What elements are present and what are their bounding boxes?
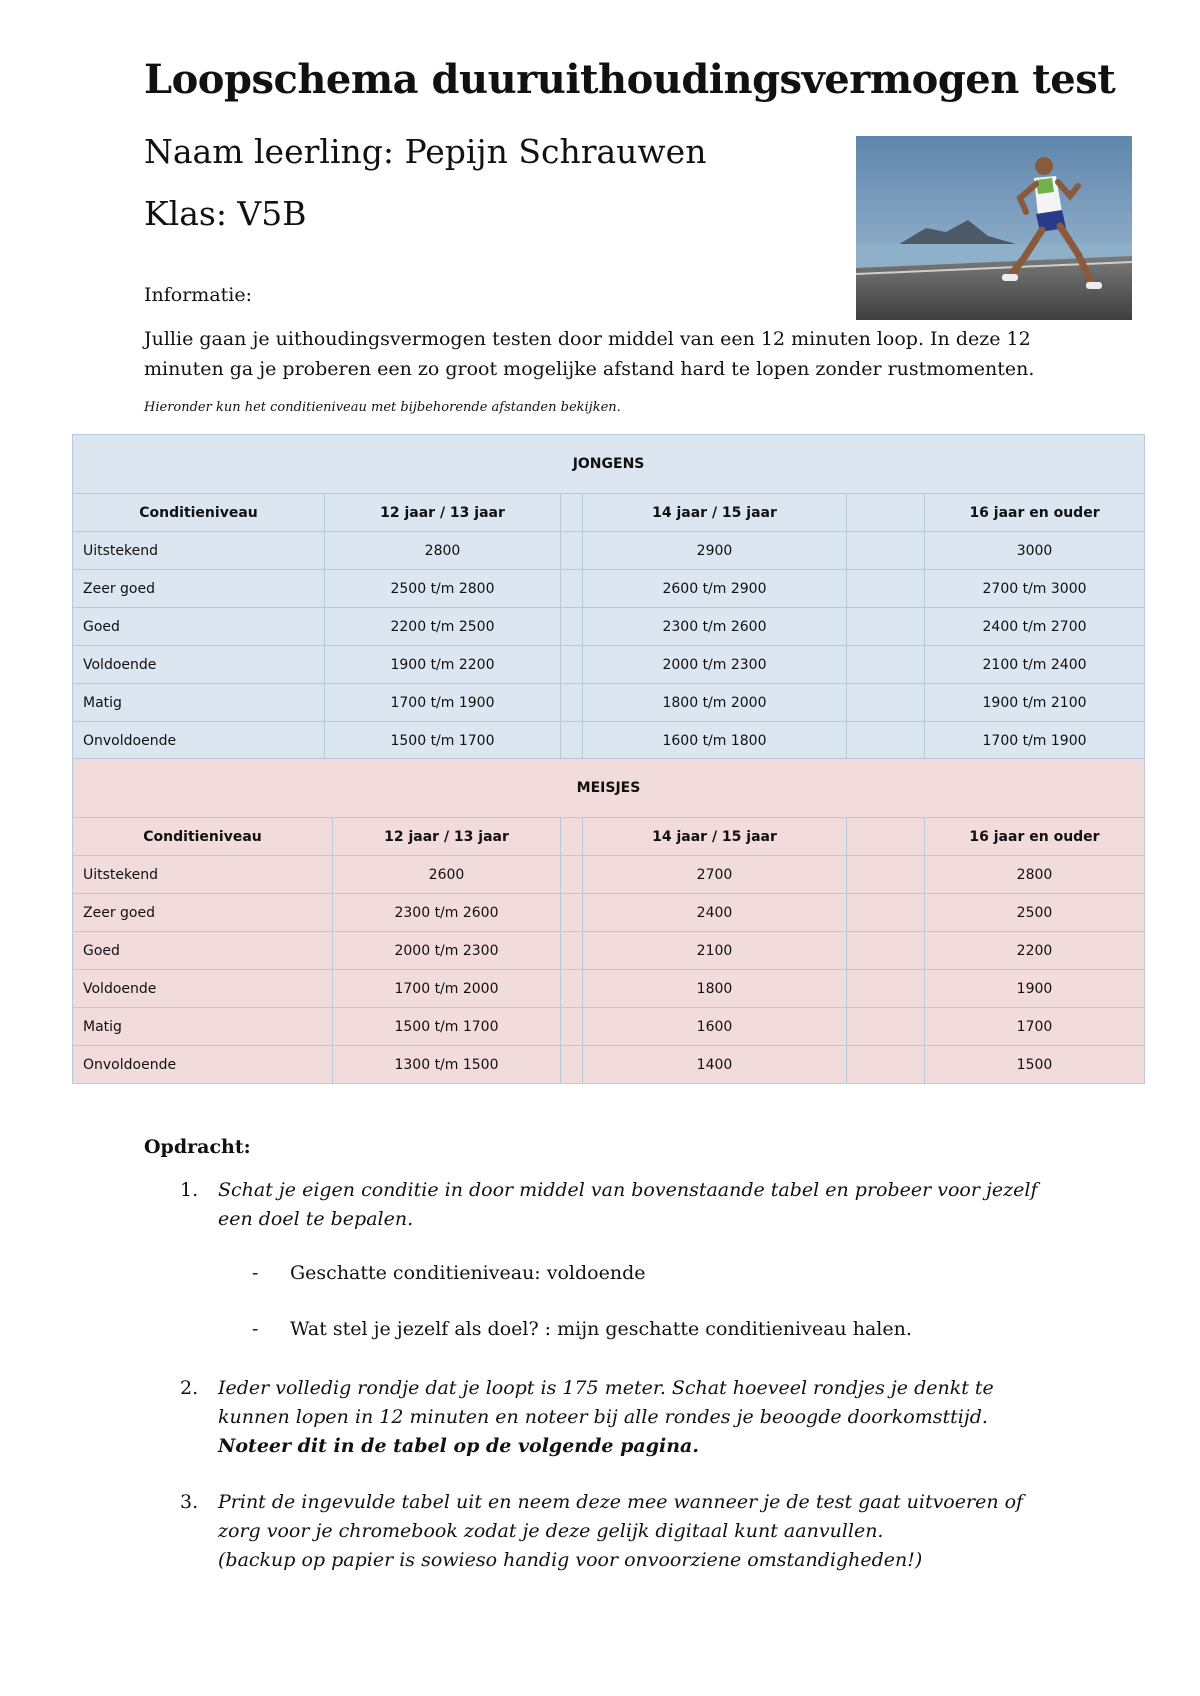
value-cell: 2400 t/m 2700 — [925, 608, 1145, 646]
spacer-cell — [561, 970, 583, 1008]
spacer-cell — [561, 932, 583, 970]
level-cell: Goed — [73, 608, 325, 646]
level-cell: Matig — [73, 684, 325, 722]
header-conditieniveau: Conditieniveau — [73, 818, 333, 856]
spacer-cell — [847, 684, 925, 722]
value-cell: 1700 t/m 1900 — [325, 684, 561, 722]
value-cell: 2200 — [925, 932, 1145, 970]
table-row — [73, 1008, 1145, 1046]
value-cell: 2300 t/m 2600 — [583, 608, 847, 646]
class-label: Klas: V5B — [144, 194, 307, 233]
spacer-cell — [847, 1008, 925, 1046]
spacer-cell — [847, 894, 925, 932]
header-age-12-13: 12 jaar / 13 jaar — [325, 494, 561, 532]
value-cell: 2700 — [583, 856, 847, 894]
boys-header-row — [73, 494, 1145, 532]
value-cell: 2100 t/m 2400 — [925, 646, 1145, 684]
value-cell: 1700 — [925, 1008, 1145, 1046]
spacer-cell — [561, 1008, 583, 1046]
value-cell: 1300 t/m 1500 — [333, 1046, 561, 1084]
student-name: Naam leerling: Pepijn Schrauwen — [144, 132, 707, 171]
table-row — [73, 1046, 1145, 1084]
level-cell: Voldoende — [73, 646, 325, 684]
girls-header-row — [73, 818, 1145, 856]
task-2-number: 2. — [180, 1377, 199, 1399]
spacer-cell — [847, 608, 925, 646]
spacer-cell — [561, 608, 583, 646]
spacer-cell — [847, 856, 925, 894]
table-row — [73, 932, 1145, 970]
task-2-text: Ieder volledig rondje dat je loopt is 175 meter. Schat hoeveel rondjes je denkt te kunnen lopen in 12 minuten en noteer bij alle rondes je beoogde doorkomsttijd. — [218, 1377, 994, 1428]
document-title: Loopschema duuruithoudingsvermogen test — [144, 56, 1116, 103]
value-cell: 2500 — [925, 894, 1145, 932]
table-row — [73, 684, 1145, 722]
table-row — [73, 570, 1145, 608]
value-cell: 1800 t/m 2000 — [583, 684, 847, 722]
table-row — [73, 608, 1145, 646]
spacer-cell — [847, 722, 925, 760]
value-cell: 1600 t/m 1800 — [583, 722, 847, 760]
girls-norms-table — [72, 758, 1145, 1084]
runner-illustration — [856, 136, 1132, 320]
spacer-cell — [847, 1046, 925, 1084]
value-cell: 2400 — [583, 894, 847, 932]
task-2 — [180, 1374, 1050, 1461]
value-cell: 2500 t/m 2800 — [325, 570, 561, 608]
assignment-title: Opdracht: — [144, 1136, 251, 1158]
value-cell: 1500 t/m 1700 — [325, 722, 561, 760]
bullet-goal — [252, 1318, 912, 1340]
bullet-estimated-level-text: Geschatte conditieniveau: voldoende — [290, 1262, 646, 1284]
spacer-cell — [847, 818, 925, 856]
value-cell: 2600 t/m 2900 — [583, 570, 847, 608]
spacer-cell — [847, 532, 925, 570]
task-1-number: 1. — [180, 1179, 199, 1201]
header-age-16-plus: 16 jaar en ouder — [925, 494, 1145, 532]
table-row — [73, 722, 1145, 760]
value-cell: 2300 t/m 2600 — [333, 894, 561, 932]
header-age-14-15: 14 jaar / 15 jaar — [583, 494, 847, 532]
spacer-cell — [561, 494, 583, 532]
spacer-cell — [561, 532, 583, 570]
task-3-text: Print de ingevulde tabel uit en neem deze mee wanneer je de test gaat uitvoeren of zorg voor je chromebook zodat je deze gelijk digitaal kunt aanvullen. — [218, 1491, 1024, 1542]
spacer-cell — [561, 646, 583, 684]
header-age-12-13: 12 jaar / 13 jaar — [333, 818, 561, 856]
value-cell: 1400 — [583, 1046, 847, 1084]
value-cell: 3000 — [925, 532, 1145, 570]
bullet-goal-text: Wat stel je jezelf als doel? : mijn geschatte conditieniveau halen. — [290, 1318, 912, 1340]
value-cell: 1900 t/m 2200 — [325, 646, 561, 684]
spacer-cell — [561, 1046, 583, 1084]
task-3 — [180, 1488, 1050, 1575]
value-cell: 2800 — [925, 856, 1145, 894]
value-cell: 1800 — [583, 970, 847, 1008]
task-1 — [180, 1176, 1050, 1234]
spacer-cell — [847, 494, 925, 532]
spacer-cell — [561, 856, 583, 894]
bullet-dash: - — [252, 1262, 259, 1284]
spacer-cell — [847, 570, 925, 608]
header-age-14-15: 14 jaar / 15 jaar — [583, 818, 847, 856]
task-2-body — [218, 1374, 1050, 1461]
table-intro: Hieronder kun het conditieniveau met bijbehorende afstanden bekijken. — [144, 400, 621, 415]
table-row — [73, 856, 1145, 894]
value-cell: 1500 t/m 1700 — [333, 1008, 561, 1046]
value-cell: 2600 — [333, 856, 561, 894]
bullet-estimated-level — [252, 1262, 645, 1284]
table-row — [73, 532, 1145, 570]
runner-photo — [856, 136, 1132, 320]
task-3-note: (backup op papier is sowieso handig voor onvoorziene omstandigheden!) — [218, 1549, 923, 1571]
task-2-bold-text: Noteer dit in de tabel op de volgende pagina. — [218, 1435, 699, 1457]
level-cell: Uitstekend — [73, 856, 333, 894]
spacer-cell — [847, 932, 925, 970]
header-conditieniveau: Conditieniveau — [73, 494, 325, 532]
value-cell: 2000 t/m 2300 — [583, 646, 847, 684]
info-text: Jullie gaan je uithoudingsvermogen testen door middel van een 12 minuten loop. In deze 12 minuten ga je proberen een zo groot mogelijke afstand hard te lopen zonder rustmomenten. — [144, 328, 1035, 380]
value-cell: 1700 t/m 1900 — [925, 722, 1145, 760]
spacer-cell — [847, 970, 925, 1008]
value-cell: 1900 t/m 2100 — [925, 684, 1145, 722]
value-cell: 1500 — [925, 1046, 1145, 1084]
level-cell: Zeer goed — [73, 570, 325, 608]
level-cell: Goed — [73, 932, 333, 970]
level-cell: Matig — [73, 1008, 333, 1046]
value-cell: 2200 t/m 2500 — [325, 608, 561, 646]
table-row — [73, 894, 1145, 932]
header-age-16-plus: 16 jaar en ouder — [925, 818, 1145, 856]
info-label: Informatie: — [144, 284, 252, 306]
value-cell: 1900 — [925, 970, 1145, 1008]
level-cell: Uitstekend — [73, 532, 325, 570]
value-cell: 2700 t/m 3000 — [925, 570, 1145, 608]
level-cell: Onvoldoende — [73, 1046, 333, 1084]
spacer-cell — [561, 818, 583, 856]
table-row — [73, 646, 1145, 684]
boys-norms-table — [72, 434, 1145, 760]
girls-table-title: MEISJES — [73, 759, 1145, 818]
value-cell: 2000 t/m 2300 — [333, 932, 561, 970]
spacer-cell — [561, 684, 583, 722]
level-cell: Voldoende — [73, 970, 333, 1008]
value-cell: 2100 — [583, 932, 847, 970]
value-cell: 1700 t/m 2000 — [333, 970, 561, 1008]
value-cell: 1600 — [583, 1008, 847, 1046]
spacer-cell — [847, 646, 925, 684]
task-1-text: Schat je eigen conditie in door middel van bovenstaande tabel en probeer voor jezelf een doel te bepalen. — [218, 1179, 1038, 1230]
bullet-dash: - — [252, 1318, 259, 1340]
value-cell: 2800 — [325, 532, 561, 570]
spacer-cell — [561, 894, 583, 932]
spacer-cell — [561, 722, 583, 760]
boys-table-title: JONGENS — [73, 435, 1145, 494]
task-3-number: 3. — [180, 1491, 199, 1513]
table-row — [73, 970, 1145, 1008]
level-cell: Zeer goed — [73, 894, 333, 932]
spacer-cell — [561, 570, 583, 608]
level-cell: Onvoldoende — [73, 722, 325, 760]
value-cell: 2900 — [583, 532, 847, 570]
